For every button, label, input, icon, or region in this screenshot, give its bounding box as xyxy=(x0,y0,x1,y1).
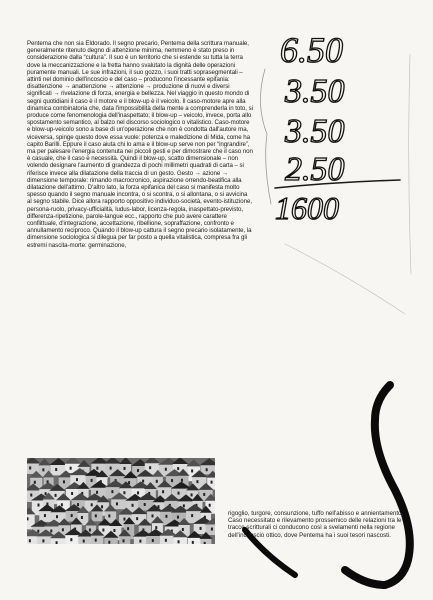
house-window xyxy=(178,540,180,543)
house-window xyxy=(165,515,167,518)
house-window xyxy=(177,516,179,519)
house-window xyxy=(50,529,52,532)
side-paragraph: rigoglio, turgore, consunzione, tuffo nell'abisso e annientamento. Caso necessitato e rilevamento prossemico delle relazioni tra le tracce scritturali ci conducono così a svelamenti nella regione dell'inconscio ottico, dove Pentema ha i suoi tesori nascosti. xyxy=(228,510,404,539)
house-window xyxy=(71,514,73,517)
house-window xyxy=(156,480,158,483)
house-window xyxy=(102,529,104,532)
handwritten-line-3: 3.50 xyxy=(285,113,345,150)
house-window xyxy=(182,528,184,531)
house-window xyxy=(83,540,85,543)
house-window xyxy=(171,479,173,482)
house-window xyxy=(124,467,126,470)
house-window xyxy=(56,541,58,544)
house-window xyxy=(151,514,153,517)
house-window xyxy=(192,541,194,544)
house-window xyxy=(42,468,44,471)
house-window xyxy=(191,493,193,496)
scribble-bottom xyxy=(285,244,405,314)
house-window xyxy=(155,526,157,529)
house-window xyxy=(152,539,154,542)
scribble-right xyxy=(409,54,411,274)
handwritten-line-1: 6.50 xyxy=(280,30,343,70)
house-window xyxy=(181,479,183,482)
house-window xyxy=(108,541,110,544)
house-window xyxy=(42,539,44,542)
house-wall xyxy=(51,537,67,544)
house-window xyxy=(96,491,98,494)
house-window xyxy=(132,504,134,507)
house-wall xyxy=(119,535,130,544)
house-window xyxy=(113,529,115,532)
house-window xyxy=(200,527,202,530)
house-window xyxy=(203,493,205,496)
house-window xyxy=(29,539,31,542)
house-window xyxy=(165,468,167,471)
house-window xyxy=(191,514,193,517)
house-window xyxy=(63,480,65,483)
house-window xyxy=(162,490,164,493)
house-window xyxy=(211,528,213,531)
house-window xyxy=(196,480,198,483)
house-window xyxy=(111,490,113,493)
house-window xyxy=(108,514,110,517)
house-window xyxy=(81,516,83,519)
house-window xyxy=(89,528,91,531)
house-window xyxy=(56,515,58,518)
house-window xyxy=(37,530,39,533)
main-paragraph: Pentema che non sia Eldorado. Il segno precario, Pentema della scrittura manuale, generalmente ritenuto degno di attenzione minima, nemmeno è stato preso in considerazione dalla “cultura”. Il suo è un territorio che si estende su tutta la terra dove la meccanizzazione e la fretta hanno svalutato la dignità delle operazioni puramente manuali. Le sue infrazioni, il suo gozzo, i suoi tratti soprasegmentali – attinti nel dominio dell'incoscio e del caso – producono l'incessante epifania: disattenzione → anattenzione → attenzione → produzione di nuovi e diversi significati → rivelazione di forza, energia e bellezza. Nel viaggio in questo mondo di segni quotidiani il caso è il motore e il blow-up è il veicolo. Il caso-motore apre alla dinamica combinatoria che, data l'impossibilità della mente a comprenderla in toto, si produce come fenomenologia dell'inaspettato; il blow-up – veicolo, invece, porta allo spostamento semantico, al balzo nel discorso sociologico o vitalistico. Caso-motore e blow-up-veicolo sono a base di un'operazione che non è condotta dall'autore ma, viceversa, spinge questo dove essa vuole: potenza e maledizione di Mida, come ha capito Barilli. Eppure il caso aiuta chi lo ama e il blow-up serve non per “ingrandire”, ma per palesare l'energia contenuta nei piccoli gesti e per dimostrare che il caso non è casuale, che il caso è necessità. Quindi il blow-up, scatto dimensionale – non volendo designare l'aumento di grandezza di pochi millimetri quadrati di carta – si riferisce invece alla dilatazione della traccia di un gesto. Gesto → azione → dimensione temporale: rimando macrocronico, aspirazione orrendo-beatifica alla dilatazione dell'attimo. D'altro lato, la forza epifanica del caso si manifesta molto spesso quando il segno manuale incontra, o si scontra, o si allontana, o si avvicina al segno stabile. Dice allora rapporto oppositivo individuo-società, evento-istituzione, persona-ruolo, privacy-ufficialità, ludus-labor, licenza-regola, inaspettato-previsto, differenza-ripetizione, parole-langue ecc., rapporto che può avere carattere conflittuale, d'integrazione, accettazione, ribellione, sopraffazione, confronto e annullamento reciproco. Quando il blow-up cattura il segno precario isolatamente, la dimensione sociologica si dilegua per far posto a quella vitalistica, compresa fra gli estremi nascita-morte: germinazione, xyxy=(27,40,253,249)
house-window xyxy=(204,542,206,544)
handwritten-line-4: 2.50 xyxy=(285,151,345,188)
house-window xyxy=(209,504,211,507)
house-window xyxy=(110,467,112,470)
house-window xyxy=(29,466,31,469)
house-window xyxy=(30,494,32,497)
house-window xyxy=(123,539,125,542)
house-wall xyxy=(91,535,103,544)
scribble-left xyxy=(260,69,271,204)
house-wall xyxy=(104,537,117,544)
house-window xyxy=(191,469,193,472)
house-window xyxy=(211,481,213,484)
house-window xyxy=(165,539,167,542)
house-window xyxy=(142,480,144,483)
house-wall xyxy=(92,510,103,521)
house-window xyxy=(127,527,129,530)
house-window xyxy=(137,491,139,494)
handwritten-total: 1600 xyxy=(275,190,339,226)
handwritten-line-2: 3.50 xyxy=(285,73,345,110)
house-window xyxy=(76,478,78,481)
house-window xyxy=(95,514,97,517)
house-window xyxy=(96,467,98,470)
house-window xyxy=(123,518,125,521)
house-window xyxy=(34,481,36,484)
handwritten-sum-illustration xyxy=(225,14,415,314)
house-window xyxy=(101,505,103,508)
house-window xyxy=(137,469,139,472)
house-window xyxy=(44,514,46,517)
house-window xyxy=(116,502,118,505)
house-window xyxy=(91,503,93,506)
house-wall xyxy=(173,536,187,544)
house-window xyxy=(139,540,141,543)
house-window xyxy=(183,504,185,507)
house-window xyxy=(45,492,47,495)
house-window xyxy=(27,517,29,520)
house-window xyxy=(177,467,179,470)
house-window xyxy=(55,468,57,471)
house-window xyxy=(144,503,146,506)
house-window xyxy=(178,492,180,495)
house-window xyxy=(91,479,93,482)
house-window xyxy=(70,467,72,470)
house-window xyxy=(77,503,79,506)
house-window xyxy=(61,503,63,506)
house-window xyxy=(206,468,208,471)
house-wall xyxy=(111,498,127,509)
house-window xyxy=(95,539,97,542)
house-window xyxy=(62,528,64,531)
ink-curve-illustration xyxy=(225,380,425,590)
house-wall xyxy=(188,537,202,544)
house-window xyxy=(70,538,72,541)
house-wall xyxy=(78,536,93,544)
house-window xyxy=(55,494,57,497)
house-window xyxy=(38,504,40,507)
house-window xyxy=(123,491,125,494)
house-window xyxy=(136,517,138,520)
village-photo xyxy=(27,458,215,544)
house-window xyxy=(149,466,151,469)
house-window xyxy=(71,492,73,495)
